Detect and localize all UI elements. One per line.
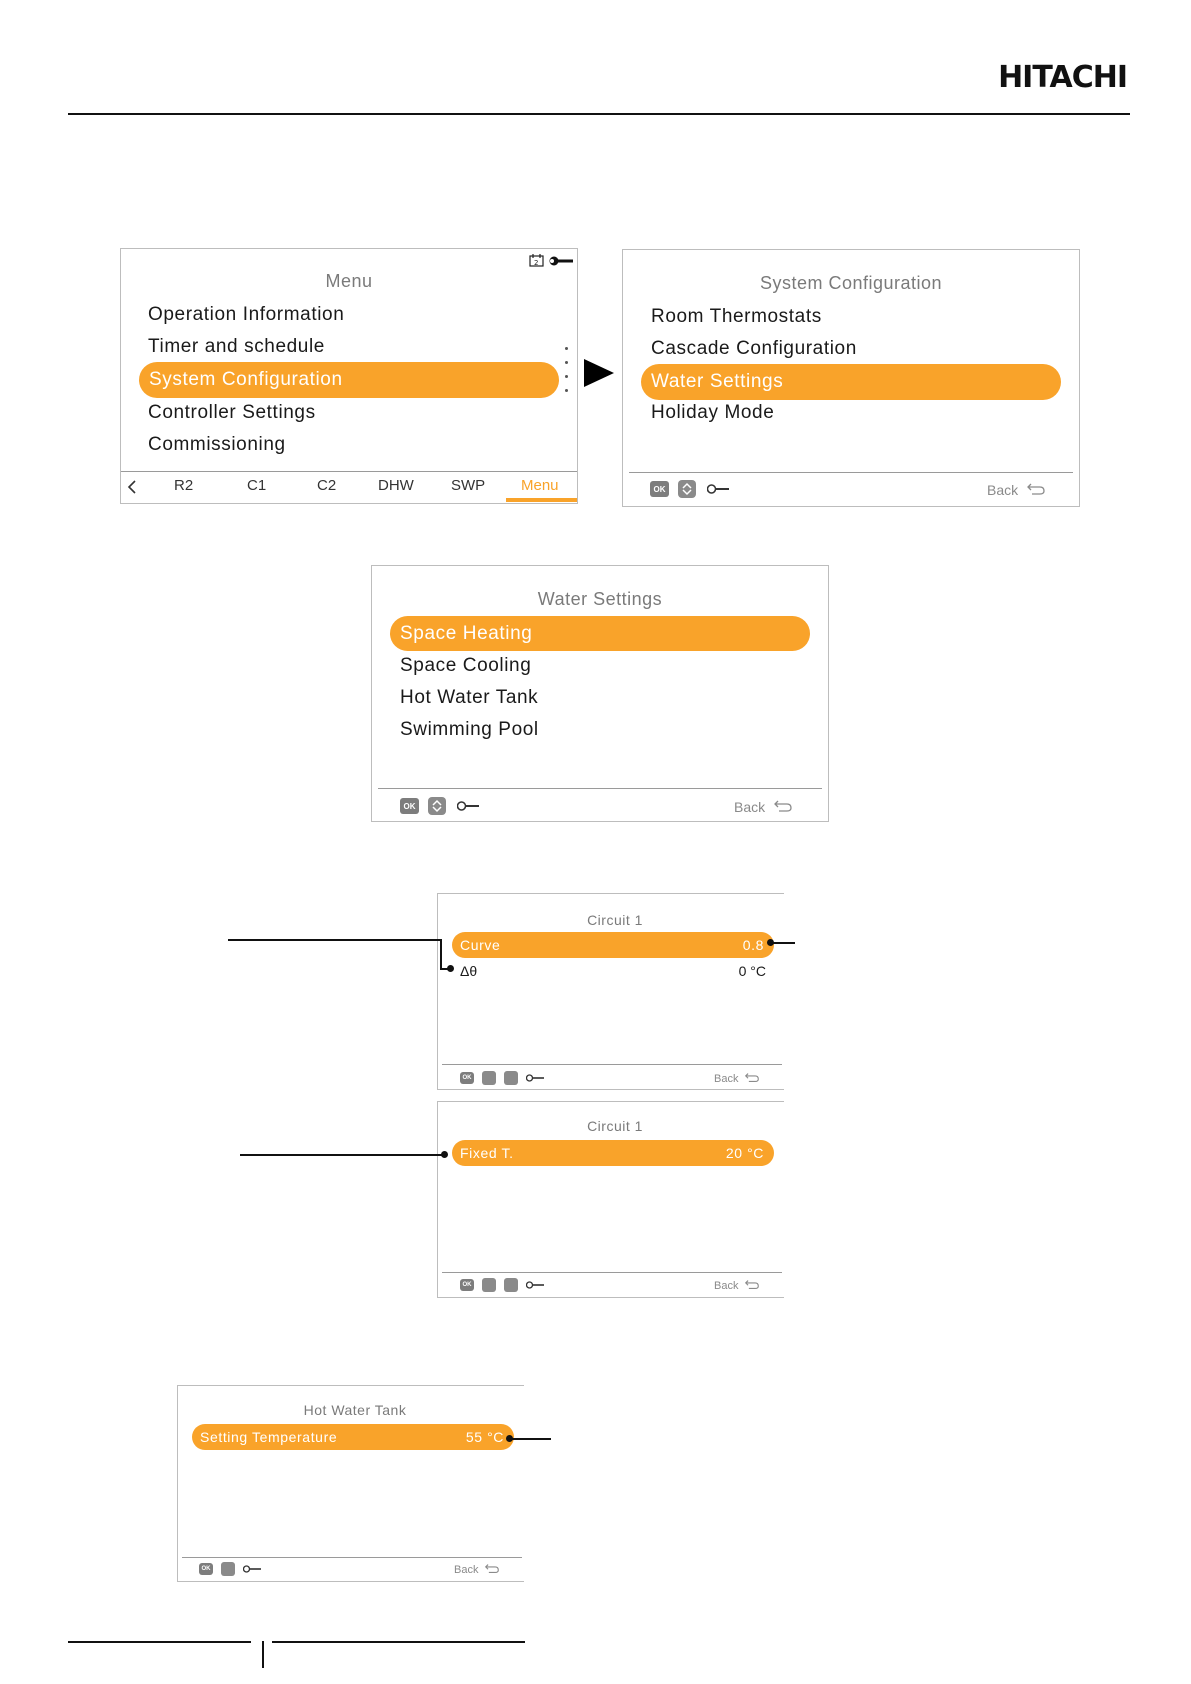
menu-item-controller-settings[interactable]: Controller Settings bbox=[148, 402, 316, 423]
back-arrow-icon bbox=[484, 1563, 500, 1574]
setting-row-setting-temperature[interactable] bbox=[192, 1424, 514, 1450]
ok-icon[interactable]: OK bbox=[400, 798, 419, 814]
back-label: Back bbox=[987, 482, 1019, 498]
brand-logo: HITACHI bbox=[998, 60, 1127, 95]
setting-row-fixed-temperature[interactable] bbox=[452, 1140, 774, 1166]
chevron-left-icon[interactable] bbox=[127, 479, 137, 495]
calendar-icon bbox=[529, 253, 545, 267]
tab-swp[interactable]: SWP bbox=[451, 477, 486, 494]
setting-label: Fixed T. bbox=[460, 1145, 514, 1161]
ok-icon[interactable]: OK bbox=[460, 1279, 474, 1291]
tab-dhw[interactable]: DHW bbox=[378, 477, 414, 494]
left-right-icon[interactable] bbox=[504, 1071, 518, 1085]
circuit1-fixed-screen bbox=[437, 1101, 784, 1298]
menu-item-space-cooling[interactable]: Space Cooling bbox=[400, 655, 532, 676]
wrench-icon bbox=[549, 255, 573, 267]
footer-divider bbox=[182, 1557, 522, 1558]
footer-rule-right bbox=[272, 1641, 525, 1643]
footer-divider bbox=[378, 788, 822, 789]
wrench-icon bbox=[707, 484, 729, 494]
footer-divider bbox=[442, 1064, 782, 1065]
ok-icon[interactable]: OK bbox=[199, 1563, 213, 1575]
up-down-icon[interactable] bbox=[678, 480, 696, 498]
setting-value: 55 °C bbox=[465, 1429, 504, 1445]
callout-line-delta-theta-vertical bbox=[440, 939, 442, 969]
tab-r2[interactable]: R2 bbox=[174, 477, 194, 494]
menu-item-cascade-configuration[interactable]: Cascade Configuration bbox=[651, 338, 857, 359]
circuit1-curve-screen bbox=[437, 893, 784, 1090]
next-arrow-icon bbox=[583, 358, 615, 388]
back-arrow-icon bbox=[744, 1072, 760, 1083]
back-label: Back bbox=[734, 799, 766, 815]
back-label: Back bbox=[714, 1073, 739, 1085]
menu-item-operation-information[interactable]: Operation Information bbox=[148, 304, 345, 325]
menu-item-water-settings[interactable] bbox=[641, 364, 1061, 400]
callout-dot bbox=[441, 1151, 448, 1158]
page-title: System Configuration bbox=[759, 273, 943, 293]
up-down-icon[interactable] bbox=[482, 1071, 496, 1085]
tab-c1[interactable]: C1 bbox=[247, 477, 267, 494]
back-label: Back bbox=[454, 1564, 479, 1576]
wrench-icon bbox=[526, 1281, 544, 1289]
setting-label: Δθ bbox=[460, 963, 478, 979]
callout-dot bbox=[447, 965, 454, 972]
page-title: Circuit 1 bbox=[587, 912, 643, 928]
up-down-icon[interactable] bbox=[428, 797, 446, 815]
menu-item-system-configuration[interactable] bbox=[139, 362, 559, 398]
setting-label: Setting Temperature bbox=[200, 1429, 338, 1445]
back-arrow-icon bbox=[1026, 482, 1046, 496]
callout-line-curve bbox=[771, 942, 795, 944]
setting-row-curve[interactable] bbox=[452, 932, 774, 958]
menu-item-room-thermostats[interactable]: Room Thermostats bbox=[651, 306, 822, 327]
active-tab-underline bbox=[506, 498, 577, 502]
hot-water-tank-screen bbox=[177, 1385, 524, 1582]
ok-icon[interactable]: OK bbox=[650, 481, 669, 497]
wrench-icon bbox=[457, 801, 479, 811]
back-button[interactable] bbox=[714, 1072, 760, 1085]
page-title: Hot Water Tank bbox=[303, 1402, 407, 1418]
back-button[interactable] bbox=[454, 1563, 500, 1576]
system-configuration-screen bbox=[622, 249, 1080, 507]
setting-value: 20 °C bbox=[725, 1145, 764, 1161]
back-button[interactable] bbox=[714, 1279, 760, 1292]
wrench-icon bbox=[243, 1565, 261, 1573]
back-arrow-icon bbox=[773, 799, 793, 813]
callout-line-delta-theta bbox=[228, 939, 441, 941]
back-arrow-icon bbox=[744, 1279, 760, 1290]
callout-line-fixed-temperature bbox=[240, 1154, 442, 1156]
menu-item-label: Water Settings bbox=[651, 371, 784, 392]
svg-text:2: 2 bbox=[534, 259, 539, 267]
tab-bar-divider bbox=[121, 471, 577, 472]
menu-screen bbox=[120, 248, 578, 504]
back-button[interactable] bbox=[734, 799, 793, 815]
menu-item-commissioning[interactable]: Commissioning bbox=[148, 434, 286, 455]
back-label: Back bbox=[714, 1280, 739, 1292]
left-right-icon[interactable] bbox=[504, 1278, 518, 1292]
water-settings-screen bbox=[371, 565, 829, 822]
page-title: Water Settings bbox=[537, 589, 663, 609]
setting-value: 0.8 bbox=[742, 937, 764, 953]
menu-item-swimming-pool[interactable]: Swimming Pool bbox=[400, 719, 539, 740]
ok-icon[interactable]: OK bbox=[460, 1072, 474, 1084]
menu-item-label: System Configuration bbox=[149, 369, 343, 390]
footer-rule-left bbox=[68, 1641, 251, 1643]
setting-label: Curve bbox=[460, 937, 501, 953]
menu-item-holiday-mode[interactable]: Holiday Mode bbox=[651, 402, 775, 423]
tab-c2[interactable]: C2 bbox=[317, 477, 337, 494]
setting-value: 0 °C bbox=[738, 963, 766, 979]
footer-divider bbox=[629, 472, 1073, 473]
menu-item-space-heating[interactable] bbox=[390, 616, 810, 651]
back-button[interactable] bbox=[987, 482, 1046, 498]
left-right-icon[interactable] bbox=[221, 1562, 235, 1576]
page-title: Menu bbox=[325, 271, 373, 291]
setting-row-delta-theta[interactable] bbox=[460, 963, 766, 979]
footer-rule-separator bbox=[262, 1641, 264, 1668]
footer-divider bbox=[442, 1272, 782, 1273]
page-title: Circuit 1 bbox=[587, 1118, 643, 1134]
header-divider bbox=[68, 113, 1130, 115]
menu-item-hot-water-tank[interactable]: Hot Water Tank bbox=[400, 687, 539, 708]
callout-line-setting-temperature bbox=[510, 1438, 551, 1440]
tab-menu[interactable]: Menu bbox=[521, 477, 559, 494]
menu-item-label: Space Heating bbox=[400, 622, 533, 644]
up-down-icon[interactable] bbox=[482, 1278, 496, 1292]
menu-item-timer-and-schedule[interactable]: Timer and schedule bbox=[148, 336, 325, 357]
wrench-icon bbox=[526, 1074, 544, 1082]
